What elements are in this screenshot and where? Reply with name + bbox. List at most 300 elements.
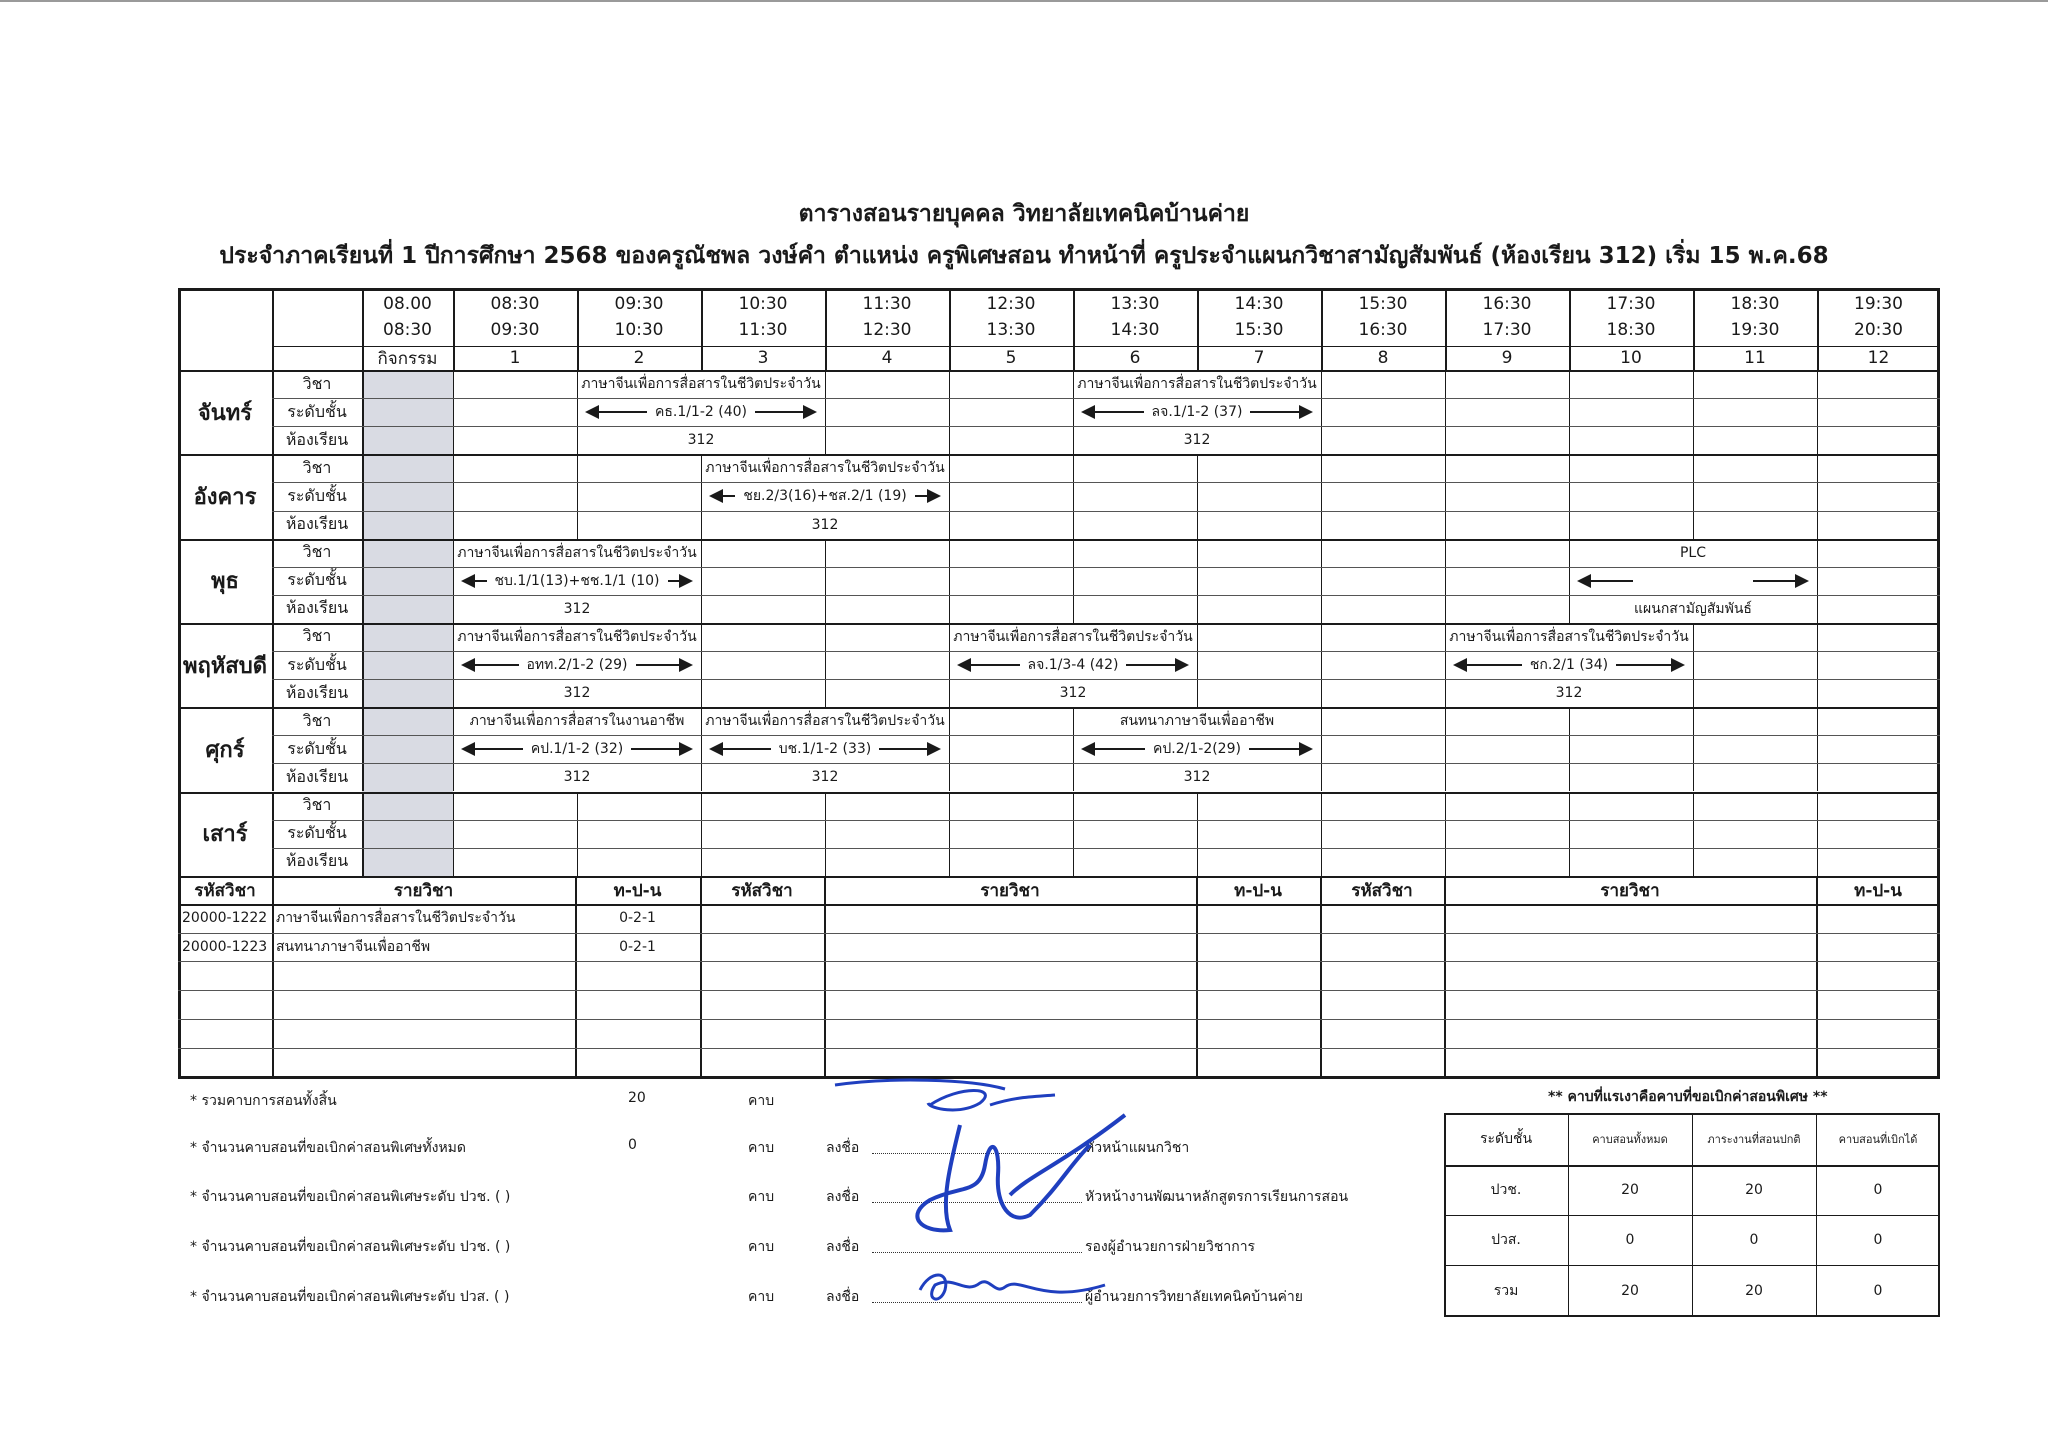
- subjects-row-line: [178, 1048, 1940, 1049]
- header-col-line: [272, 288, 274, 370]
- header-col-line: [1073, 288, 1075, 370]
- period-3: 3: [757, 348, 769, 368]
- footer-role: หัวหน้างานพัฒนาหลักสูตรการเรียนการสอน: [1085, 1189, 1349, 1205]
- arrow-right: [1753, 580, 1807, 582]
- block-subject: ภาษาจีนเพื่อการสื่อสารในชีวิตประจำวัน: [1449, 628, 1689, 645]
- block-room: 312: [1183, 432, 1211, 449]
- summary-header: คาบสอนที่เบิกได้: [1838, 1133, 1918, 1146]
- summary-line: [1816, 1113, 1817, 1317]
- time-start: 16:30: [1482, 294, 1532, 314]
- day-col-line: [1445, 792, 1446, 876]
- subjects-header: รหัสวิชา: [194, 881, 256, 902]
- block-level-arrow: [711, 482, 939, 510]
- arrow-left: [1083, 411, 1144, 413]
- block-subject: ภาษาจีนเพื่อการสื่อสารในชีวิตประจำวัน: [705, 713, 945, 730]
- time-end: 16:30: [1358, 320, 1408, 340]
- day-col-line: [1321, 454, 1322, 538]
- header-bottom-line: [178, 370, 1940, 372]
- arrow-right: [879, 748, 939, 750]
- block-room: 312: [563, 600, 591, 617]
- footer-value: 20: [628, 1090, 646, 1106]
- footer-unit: คาบ: [748, 1093, 775, 1109]
- summary-cell: 0: [1625, 1232, 1635, 1248]
- time-end: 20:30: [1854, 320, 1903, 340]
- block-room: 312: [811, 516, 839, 533]
- time-start: 13:30: [1110, 294, 1160, 314]
- block-room: แผนกสามัญสัมพันธ์: [1634, 600, 1752, 617]
- time-start: 08:30: [490, 294, 540, 314]
- day-col-line: [1445, 370, 1446, 454]
- subjects-row-line: [178, 1019, 1940, 1020]
- arrow-right: [1250, 411, 1311, 413]
- day-col-line: [272, 623, 274, 707]
- block-level-arrow: [1579, 567, 1807, 595]
- day-header: [178, 288, 272, 370]
- summary-cell: ปวส.: [1491, 1232, 1521, 1248]
- day-name: อังคาร: [193, 484, 257, 510]
- footer-role: หัวหน้าแผนกวิชา: [1085, 1140, 1190, 1156]
- time-end: 12:30: [862, 320, 912, 340]
- top-border-line: [0, 0, 2048, 2]
- subjects-header: รายวิชา: [980, 881, 1040, 902]
- day-col-line: [1569, 792, 1570, 876]
- day-col-line: [453, 370, 454, 454]
- block-level-arrow: [1083, 398, 1311, 426]
- subject-tpn: 0-2-1: [619, 938, 656, 955]
- period-6: 6: [1129, 348, 1141, 368]
- arrow-right: [755, 411, 815, 413]
- subjects-col-line: [1444, 876, 1446, 1077]
- day-col-line: [362, 623, 364, 707]
- block-level: อทท.2/1-2 (29): [526, 657, 628, 674]
- block-room: 312: [811, 769, 839, 786]
- header-col-line: [362, 288, 364, 370]
- time-start: 11:30: [862, 294, 912, 314]
- day-bottom-line: [178, 707, 1940, 709]
- subjects-row-line: [178, 961, 1940, 962]
- arrow-left: [463, 748, 523, 750]
- day-col-line: [1817, 539, 1818, 623]
- day-col-line: [1197, 539, 1198, 623]
- time-slot-4: [825, 290, 949, 344]
- day-col-line: [825, 792, 826, 876]
- block-level: บช.1/1-2 (33): [778, 741, 872, 758]
- footer-sign: ลงชื่อ: [826, 1289, 860, 1305]
- summary-cell: ปวช.: [1490, 1182, 1522, 1198]
- period-5: 5: [1005, 348, 1017, 368]
- subject-name: สนทนาภาษาจีนเพื่ออาชีพ: [276, 938, 431, 955]
- signature-2: [890, 1105, 1130, 1245]
- header-col-line: [577, 288, 579, 370]
- day-col-line: [825, 539, 826, 623]
- period-11: 11: [1744, 348, 1766, 368]
- summary-line: [1444, 1265, 1940, 1266]
- day-col-line: [1321, 792, 1322, 876]
- day-col-line: [1073, 454, 1074, 538]
- footer-label: * จำนวนคาบสอนที่ขอเบิกค่าสอนพิเศษทั้งหมด: [190, 1140, 467, 1156]
- time-slot-12: [1817, 290, 1940, 344]
- row-line: [272, 511, 1940, 512]
- time-slot-11: [1693, 290, 1817, 344]
- footer-label: * รวมคาบการสอนทั้งสิ้น: [190, 1093, 337, 1109]
- block-subject: ภาษาจีนเพื่อการสื่อสารในชีวิตประจำวัน: [457, 628, 697, 645]
- arrow-right: [636, 664, 692, 666]
- day-col-line: [1073, 539, 1074, 623]
- time-end: 08:30: [383, 320, 432, 340]
- day-bottom-line: [178, 539, 1940, 541]
- day-col-line: [1445, 539, 1446, 623]
- period-8: 8: [1377, 348, 1389, 368]
- summary-cell: 20: [1621, 1283, 1639, 1299]
- footer-label: * จำนวนคาบสอนที่ขอเบิกค่าสอนพิเศษระดับ ปวส. ( ): [190, 1289, 510, 1305]
- day-bottom-line: [178, 792, 1940, 794]
- subject-name: ภาษาจีนเพื่อการสื่อสารในชีวิตประจำวัน: [276, 910, 516, 927]
- day-col-line: [1817, 792, 1818, 876]
- day-col-line: [1445, 623, 1446, 707]
- day-col-line: [701, 707, 702, 791]
- day-col-line: [272, 539, 274, 623]
- footer-unit: คาบ: [748, 1289, 775, 1305]
- row-label: ห้องเรียน: [285, 851, 349, 871]
- time-end: 14:30: [1110, 320, 1160, 340]
- day-col-line: [272, 707, 274, 791]
- row-label: ระดับชั้น: [287, 401, 347, 421]
- day-col-line: [272, 792, 274, 876]
- time-start: 12:30: [986, 294, 1036, 314]
- arrow-left: [463, 664, 519, 666]
- row-line: [272, 426, 1940, 427]
- day-col-line: [453, 454, 454, 538]
- day-col-line: [1197, 454, 1198, 538]
- footer-role: ผู้อำนวยการวิทยาลัยเทคนิคบ้านค่าย: [1085, 1289, 1303, 1305]
- block-subject: ภาษาจีนเพื่อการสื่อสารในงานอาชีพ: [469, 713, 685, 730]
- header-col-line: [1569, 288, 1571, 370]
- day-col-line: [577, 370, 578, 454]
- header-col-line: [1321, 288, 1323, 370]
- row-line: [272, 398, 1940, 399]
- arrow-left: [711, 748, 771, 750]
- day-col-line: [1569, 370, 1570, 454]
- subjects-header: ท-ป-น: [613, 881, 662, 902]
- time-start: 08.00: [383, 294, 432, 314]
- block-level-arrow: [463, 567, 691, 595]
- shaded-note: ** คาบที่แรเงาคือคาบที่ขอเบิกค่าสอนพิเศษ **: [1548, 1089, 1828, 1105]
- day-col-line: [1569, 707, 1570, 791]
- day-col-line: [1693, 454, 1694, 538]
- row-label: ห้องเรียน: [285, 682, 349, 702]
- schedule-table: [178, 288, 1940, 1076]
- day-col-line: [1073, 792, 1074, 876]
- day-col-line: [1693, 707, 1694, 791]
- block-subject: ภาษาจีนเพื่อการสื่อสารในชีวิตประจำวัน: [953, 628, 1193, 645]
- summary-cell: 0: [1873, 1232, 1883, 1248]
- document-subtitle: ประจำภาคเรียนที่ 1 ปีการศึกษา 2568 ของครูณัชพล วงษ์คำ ตำแหน่ง ครูพิเศษสอน ทำหน้าที่ ครูประจำแผนกวิชาสามัญสัมพันธ์ (ห้องเรียน 312) เริ่ม 15 พ.ค.68: [219, 243, 1829, 269]
- day-col-line: [1817, 454, 1818, 538]
- row-label: วิชา: [302, 542, 332, 562]
- footer-unit: คาบ: [748, 1140, 775, 1156]
- time-end: 10:30: [614, 320, 664, 340]
- arrow-left: [1455, 664, 1522, 666]
- summary-header: คาบสอนทั้งหมด: [1592, 1133, 1668, 1146]
- day-col-line: [825, 370, 826, 454]
- time-slot-2: [577, 290, 701, 344]
- header-col-line: [1197, 288, 1199, 370]
- block-room: 312: [1555, 685, 1583, 702]
- row-line: [272, 763, 1940, 764]
- subjects-col-line: [700, 876, 702, 1077]
- row-line: [272, 820, 1940, 821]
- subjects-row-line: [178, 990, 1940, 991]
- time-slot-5: [949, 290, 1073, 344]
- subject-code: 20000-1223: [182, 938, 268, 955]
- day-col-line: [1693, 623, 1694, 707]
- time-slot-10: [1569, 290, 1693, 344]
- day-col-line: [1693, 792, 1694, 876]
- day-col-line: [453, 792, 454, 876]
- footer-sign: ลงชื่อ: [826, 1189, 860, 1205]
- time-slot-9: [1445, 290, 1569, 344]
- row-label: วิชา: [302, 457, 332, 477]
- outer-right: [1937, 288, 1940, 1079]
- day-col-line: [362, 370, 364, 454]
- time-end: 17:30: [1482, 320, 1532, 340]
- day-col-line: [1817, 707, 1818, 791]
- day-col-line: [949, 370, 950, 454]
- day-col-line: [272, 370, 274, 454]
- period-7: 7: [1253, 348, 1265, 368]
- arrow-left: [1083, 748, 1145, 750]
- day-col-line: [1693, 370, 1694, 454]
- time-label: [272, 288, 362, 346]
- block-level-arrow: [463, 651, 691, 679]
- block-level: คป.2/1-2(29): [1153, 741, 1241, 758]
- block-room: 312: [687, 432, 715, 449]
- day-col-line: [1321, 707, 1322, 791]
- subjects-header: รหัสวิชา: [1351, 881, 1413, 902]
- day-name: พุธ: [211, 569, 239, 595]
- signature-3: [910, 1265, 1110, 1315]
- day-col-line: [362, 792, 364, 876]
- summary-cell: รวม: [1493, 1283, 1519, 1299]
- header-col-line: [1445, 288, 1447, 370]
- day-col-line: [1445, 707, 1446, 791]
- day-col-line: [362, 539, 364, 623]
- time-end: 19:30: [1730, 320, 1780, 340]
- footer-sign: ลงชื่อ: [826, 1140, 860, 1156]
- subject-code: 20000-1222: [182, 910, 268, 927]
- row-label: วิชา: [302, 710, 332, 730]
- day-col-line: [701, 539, 702, 623]
- row-label: ห้องเรียน: [285, 514, 349, 534]
- day-col-line: [1817, 370, 1818, 454]
- arrow-right: [631, 748, 691, 750]
- row-line: [272, 679, 1940, 680]
- block-subject: ภาษาจีนเพื่อการสื่อสารในชีวิตประจำวัน: [581, 376, 821, 393]
- period-4: 4: [881, 348, 893, 368]
- period-2: 2: [633, 348, 645, 368]
- day-name: พฤหัสบดี: [182, 653, 267, 679]
- footer-value: 0: [628, 1137, 637, 1153]
- block-room: 312: [1059, 685, 1087, 702]
- footer-unit: คาบ: [748, 1189, 775, 1205]
- subjects-header: รายวิชา: [393, 881, 454, 902]
- block-room: 312: [563, 685, 591, 702]
- time-slot-3: [701, 290, 825, 344]
- block-room: 312: [563, 769, 591, 786]
- block-level: คป.1/1-2 (32): [530, 741, 624, 758]
- row-line: [272, 735, 1940, 736]
- block-room: 312: [1183, 769, 1211, 786]
- day-col-line: [701, 454, 702, 538]
- day-name: ศุกร์: [205, 737, 245, 763]
- day-col-line: [362, 707, 364, 791]
- row-label: ห้องเรียน: [285, 766, 349, 786]
- header-col-line: [453, 288, 455, 370]
- subject-tpn: 0-2-1: [619, 910, 656, 927]
- signature-line: [872, 1252, 1082, 1253]
- day-col-line: [1817, 623, 1818, 707]
- block-level: ชย.2/3(16)+ชส.2/1 (19): [743, 488, 907, 505]
- period-12: 12: [1867, 348, 1890, 368]
- row-label: วิชา: [302, 626, 332, 646]
- footer-label: * จำนวนคาบสอนที่ขอเบิกค่าสอนพิเศษระดับ ปวช. ( ): [190, 1239, 511, 1255]
- row-label: ระดับชั้น: [287, 570, 347, 590]
- day-col-line: [949, 454, 950, 538]
- block-subject: ภาษาจีนเพื่อการสื่อสารในชีวิตประจำวัน: [1077, 376, 1317, 393]
- summary-line: [1444, 1215, 1940, 1216]
- row-label: ห้องเรียน: [285, 598, 349, 618]
- day-bottom-line: [178, 454, 1940, 456]
- header-mid-line: [272, 346, 1940, 347]
- block-subject: สนทนาภาษาจีนเพื่ออาชีพ: [1119, 713, 1275, 730]
- day-bottom-line: [178, 623, 1940, 625]
- arrow-left: [959, 664, 1020, 666]
- subjects-header: รหัสวิชา: [731, 881, 793, 902]
- arrow-right: [668, 580, 692, 582]
- time-start: 09:30: [614, 294, 664, 314]
- row-label: ระดับชั้น: [287, 738, 347, 758]
- day-col-line: [1073, 707, 1074, 791]
- summary-header: ภาระงานที่สอนปกติ: [1707, 1133, 1801, 1146]
- subjects-header: ท-ป-น: [1234, 881, 1282, 902]
- arrow-right: [915, 495, 939, 497]
- row-line: [272, 651, 1940, 652]
- subjects-header: ท-ป-น: [1854, 881, 1902, 902]
- block-level-arrow: [711, 735, 939, 763]
- header-col-line: [825, 288, 827, 370]
- time-end: 09:30: [490, 320, 540, 340]
- time-slot-0: [362, 290, 453, 344]
- subjects-col-line: [1816, 876, 1818, 1077]
- time-slot-1: [453, 290, 577, 344]
- day-col-line: [1569, 454, 1570, 538]
- arrow-right: [1249, 748, 1311, 750]
- day-col-line: [1073, 370, 1074, 454]
- summary-cell: 0: [1749, 1232, 1759, 1248]
- summary-cell: 20: [1621, 1182, 1639, 1198]
- period-1: 1: [509, 348, 521, 368]
- time-slot-6: [1073, 290, 1197, 344]
- day-col-line: [825, 623, 826, 707]
- footer-role: รองผู้อำนวยการฝ่ายวิชาการ: [1085, 1239, 1256, 1255]
- day-col-line: [1445, 454, 1446, 538]
- day-col-line: [1321, 370, 1322, 454]
- header-col-line: [1817, 288, 1819, 370]
- day-col-line: [1197, 623, 1198, 707]
- arrow-left: [463, 580, 487, 582]
- day-col-line: [577, 454, 578, 538]
- summary-cell: 0: [1873, 1182, 1883, 1198]
- arrow-right: [1126, 664, 1187, 666]
- summary-cell: 20: [1745, 1182, 1763, 1198]
- day-col-line: [1321, 539, 1322, 623]
- day-col-line: [949, 792, 950, 876]
- block-level: ลจ.1/1-2 (37): [1151, 404, 1243, 421]
- day-col-line: [453, 707, 454, 791]
- row-label: ระดับชั้น: [287, 485, 347, 505]
- time-start: 10:30: [738, 294, 788, 314]
- day-col-line: [701, 792, 702, 876]
- day-col-line: [949, 539, 950, 623]
- time-start: 19:30: [1854, 294, 1903, 314]
- row-line: [272, 848, 1940, 849]
- summary-cell: 0: [1873, 1283, 1883, 1299]
- row-label: ระดับชั้น: [287, 823, 347, 843]
- block-level-arrow: [1455, 651, 1683, 679]
- day-col-line: [949, 623, 950, 707]
- day-col-line: [453, 623, 454, 707]
- block-level-arrow: [587, 398, 815, 426]
- block-level-arrow: [1083, 735, 1311, 763]
- time-start: 14:30: [1234, 294, 1284, 314]
- document-title: ตารางสอนรายบุคคล วิทยาลัยเทคนิคบ้านค่าย: [798, 201, 1250, 227]
- row-label: วิชา: [302, 795, 332, 815]
- header-col-line: [1693, 288, 1695, 370]
- summary-cell: 20: [1745, 1283, 1763, 1299]
- arrow-right: [1616, 664, 1683, 666]
- period-label: [272, 346, 362, 370]
- day-col-line: [577, 792, 578, 876]
- subjects-header: รายวิชา: [1600, 881, 1660, 902]
- summary-header: ระดับชั้น: [1479, 1131, 1533, 1147]
- header-col-line: [949, 288, 951, 370]
- block-subject: PLC: [1679, 544, 1707, 561]
- subjects-col-line: [824, 876, 826, 1077]
- block-level: ชบ.1/1(13)+ชช.1/1 (10): [494, 572, 660, 589]
- block-level: ชก.2/1 (34): [1529, 657, 1609, 674]
- day-col-line: [272, 454, 274, 538]
- time-end: 15:30: [1234, 320, 1284, 340]
- time-end: 11:30: [738, 320, 788, 340]
- row-label: ระดับชั้น: [287, 654, 347, 674]
- block-level-arrow: [463, 735, 691, 763]
- outer-top: [178, 288, 1940, 291]
- time-end: 13:30: [986, 320, 1036, 340]
- footer-label: * จำนวนคาบสอนที่ขอเบิกค่าสอนพิเศษระดับ ปวช. ( ): [190, 1189, 511, 1205]
- period-10: 10: [1620, 348, 1642, 368]
- row-line: [272, 595, 1940, 596]
- footer-unit: คาบ: [748, 1239, 775, 1255]
- period-9: 9: [1501, 348, 1513, 368]
- footer-sign: ลงชื่อ: [826, 1239, 860, 1255]
- time-end: 18:30: [1606, 320, 1656, 340]
- row-label: ห้องเรียน: [285, 429, 349, 449]
- time-start: 15:30: [1358, 294, 1408, 314]
- day-name: เสาร์: [202, 822, 248, 848]
- day-col-line: [701, 623, 702, 707]
- day-col-line: [362, 454, 364, 538]
- summary-table: [1444, 1113, 1940, 1317]
